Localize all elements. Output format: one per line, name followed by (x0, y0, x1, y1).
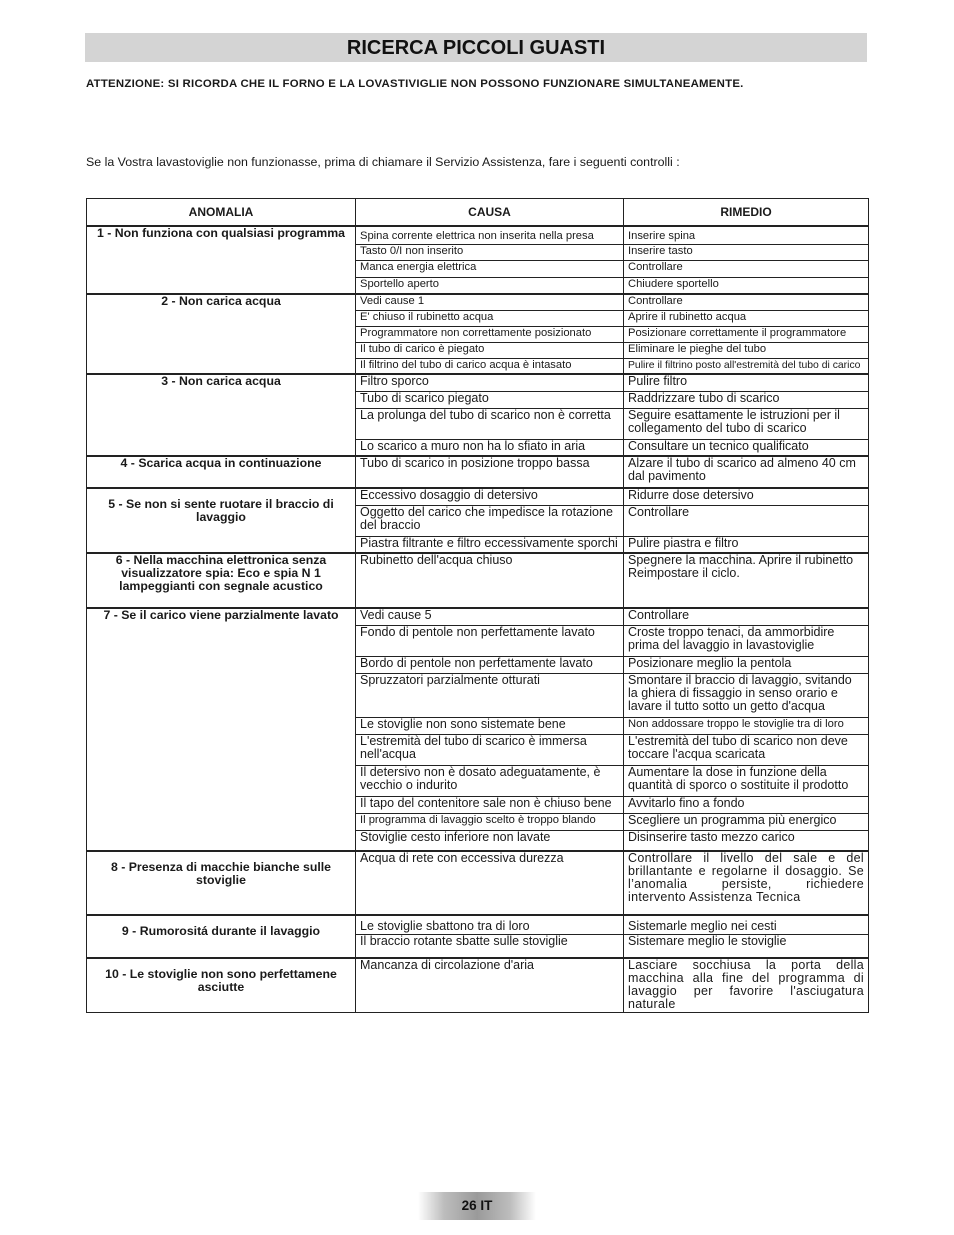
remedy-cell: Controllare (624, 608, 869, 625)
cause-cell: Il filtrino del tubo di carico acqua è intasato (356, 358, 624, 374)
cause-cell: L'estremità del tubo di scarico è immersa nell'acqua (356, 734, 624, 765)
cause-cell: Rubinetto dell'acqua chiuso (356, 553, 624, 608)
cause-cell: Mancanza di circolazione d'aria (356, 958, 624, 1012)
remedy-cell: Raddrizzare tubo di scarico (624, 391, 869, 408)
table-row (87, 374, 869, 391)
remedy-cell: Sistemarle meglio nei cesti (624, 915, 869, 934)
remedy-cell: Inserire tasto (624, 244, 869, 261)
anomaly-cell: 8 - Presenza di macchie bianche sulle stoviglie (87, 851, 356, 915)
column-header-causa: CAUSA (356, 199, 624, 227)
column-header-anomalia: ANOMALIA (87, 199, 356, 227)
remedy-cell: L'estremità del tubo di scarico non deve toccare l'acqua scaricata (624, 734, 869, 765)
remedy-cell: Controllare (624, 294, 869, 310)
remedy-cell: Eliminare le pieghe del tubo (624, 342, 869, 358)
cause-cell: Lo scarico a muro non ha lo sfiato in aria (356, 439, 624, 456)
page-title-bar (85, 33, 867, 62)
table-row (87, 488, 869, 505)
cause-cell: Il tubo di carico è piegato (356, 342, 624, 358)
intro-text: Se la Vostra lavastoviglie non funzionasse, prima di chiamare il Servizio Assistenza, fare i seguenti controlli : (86, 155, 680, 169)
remedy-cell: Seguire esattamente le istruzioni per il collegamento del tubo di scarico (624, 408, 869, 439)
anomaly-cell: 4 - Scarica acqua in continuazione (87, 456, 356, 488)
remedy-cell: Chiudere sportello (624, 277, 869, 294)
cause-cell: Fondo di pentole non perfettamente lavato (356, 625, 624, 656)
cause-cell: Programmatore non correttamente posizionato (356, 326, 624, 342)
cause-cell: Il programma di lavaggio scelto è troppo blando (356, 813, 624, 830)
remedy-cell: Avvitarlo fino a fondo (624, 796, 869, 813)
anomaly-cell: 5 - Se non si sente ruotare il braccio di lavaggio (87, 488, 356, 553)
cause-cell: Spruzzatori parzialmente otturati (356, 673, 624, 717)
remedy-cell: Posizionare correttamente il programmatore (624, 326, 869, 342)
remedy-cell: Alzare il tubo di scarico ad almeno 40 cm dal pavimento (624, 456, 869, 488)
remedy-cell: Posizionare meglio la pentola (624, 656, 869, 673)
troubleshooting-table (86, 198, 869, 1013)
cause-cell: Bordo di pentole non perfettamente lavato (356, 656, 624, 673)
cause-cell: E' chiuso il rubinetto acqua (356, 310, 624, 326)
remedy-cell: Controllare (624, 505, 869, 536)
cause-cell: Il tapo del contenitore sale non è chiuso bene (356, 796, 624, 813)
anomaly-cell: 3 - Non carica acqua (87, 374, 356, 456)
remedy-cell: Controllare il livello del sale e del brillantante e regolarne il dosaggio. Se l’anomalia persiste, richiedere intervento Assistenza Tecnica (624, 851, 869, 915)
page-number: 26 IT (461, 1198, 493, 1213)
anomaly-cell: 7 - Se il carico viene parzialmente lavato (87, 608, 356, 851)
cause-cell: Tasto 0/I non inserito (356, 244, 624, 261)
remedy-cell: Spegnere la macchina. Aprire il rubinetto Reimpostare il ciclo. (624, 553, 869, 608)
remedy-cell: Pulire piastra e filtro (624, 536, 869, 553)
cause-cell: Il detersivo non è dosato adeguatamente, è vecchio o indurito (356, 765, 624, 796)
table-header-row (87, 199, 869, 227)
table-row (87, 456, 869, 488)
remedy-cell: Consultare un tecnico qualificato (624, 439, 869, 456)
cause-cell: Vedi cause 5 (356, 608, 624, 625)
cause-cell: Le stoviglie non sono sistemate bene (356, 717, 624, 734)
remedy-cell: Pulire il filtrino posto all'estremità del tubo di carico (624, 358, 869, 374)
remedy-cell: Non addossare troppo le stoviglie tra di loro (624, 717, 869, 734)
anomaly-cell: 10 - Le stoviglie non sono perfettamene asciutte (87, 958, 356, 1012)
cause-cell: Tubo di scarico piegato (356, 391, 624, 408)
cause-cell: Manca energia elettrica (356, 261, 624, 278)
table-row (87, 915, 869, 934)
remedy-cell: Lasciare socchiusa la porta della macchina alla fine del programma di lavaggio per favorire l'asciugatura naturale (624, 958, 869, 1012)
cause-cell: Le stoviglie sbattono tra di loro (356, 915, 624, 934)
remedy-cell: Sistemare meglio le stoviglie (624, 934, 869, 958)
cause-cell: Filtro sporco (356, 374, 624, 391)
table-row (87, 294, 869, 310)
anomaly-cell: 6 - Nella macchina elettronica senza visualizzatore spia: Eco e spia N 1 lampeggianti con segnale acustico (87, 553, 356, 608)
cause-cell: Piastra filtrante e filtro eccessivamente sporchi (356, 536, 624, 553)
remedy-cell: Disinserire tasto mezzo carico (624, 830, 869, 851)
cause-cell: Acqua di rete con eccessiva durezza (356, 851, 624, 915)
cause-cell: La prolunga del tubo di scarico non è corretta (356, 408, 624, 439)
cause-cell: Sportello aperto (356, 277, 624, 294)
cause-cell: Eccessivo dosaggio di detersivo (356, 488, 624, 505)
page-title: RICERCA PICCOLI GUASTI (346, 37, 606, 59)
page-number-badge (418, 1192, 536, 1220)
remedy-cell: Scegliere un programma più energico (624, 813, 869, 830)
remedy-cell: Aprire il rubinetto acqua (624, 310, 869, 326)
table-row (87, 226, 869, 244)
cause-cell: Tubo di scarico in posizione troppo bassa (356, 456, 624, 488)
table-row (87, 851, 869, 915)
table-row (87, 553, 869, 608)
warning-text: ATTENZIONE: SI RICORDA CHE IL FORNO E LA LOVASTIVIGLIE NON POSSONO FUNZIONARE SIMULTANEAMENTE. (86, 78, 744, 90)
anomaly-cell: 1 - Non funziona con qualsiasi programma (87, 226, 356, 294)
remedy-cell: Aumentare la dose in funzione della quantità di sporco o sostituite il prodotto (624, 765, 869, 796)
remedy-cell: Controllare (624, 261, 869, 278)
cause-cell: Il braccio rotante sbatte sulle stoviglie (356, 934, 624, 958)
cause-cell: Spina corrente elettrica non inserita nella presa (356, 226, 624, 244)
remedy-cell: Inserire spina (624, 226, 869, 244)
table-row (87, 958, 869, 1012)
anomaly-cell: 9 - Rumorositá durante il lavaggio (87, 915, 356, 958)
column-header-rimedio: RIMEDIO (624, 199, 869, 227)
remedy-cell: Smontare il braccio di lavaggio, svitando la ghiera di fissaggio in senso orario e lavare il tutto sotto un getto d'acqua (624, 673, 869, 717)
table-row (87, 608, 869, 625)
cause-cell: Stoviglie cesto inferiore non lavate (356, 830, 624, 851)
anomaly-cell: 2 - Non carica acqua (87, 294, 356, 374)
remedy-cell: Pulire filtro (624, 374, 869, 391)
remedy-cell: Ridurre dose detersivo (624, 488, 869, 505)
cause-cell: Vedi cause 1 (356, 294, 624, 310)
remedy-cell: Croste troppo tenaci, da ammorbidire prima del lavaggio in lavastoviglie (624, 625, 869, 656)
cause-cell: Oggetto del carico che impedisce la rotazione del braccio (356, 505, 624, 536)
